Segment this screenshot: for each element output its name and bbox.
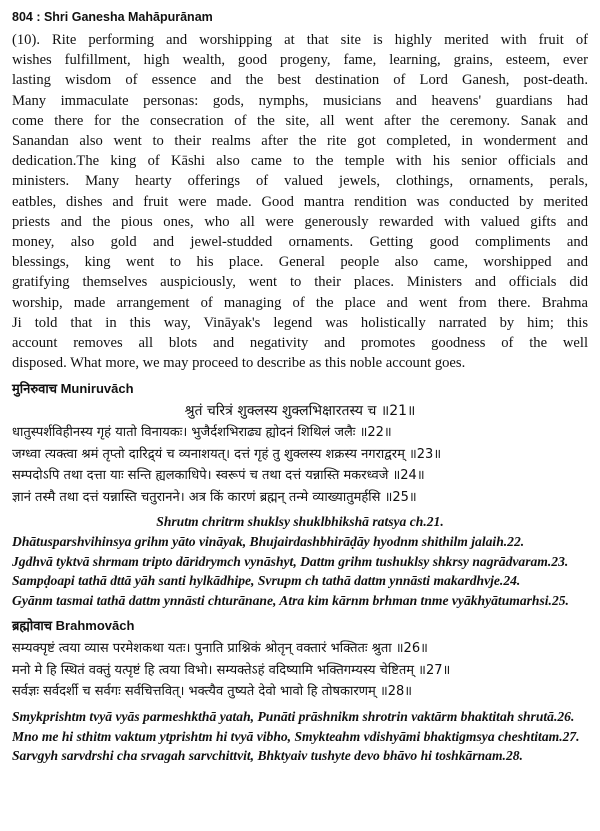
body-line: come there for the consecration of the site, all went after the ceremony. Sanak and (12, 112, 588, 129)
body-line: lasting wisdom of essence and the best destination of Lord Ganesh, post-death. (12, 72, 588, 89)
body-line: Ji told that in this way, Vināyak's legend was holistically narrated by him; this (12, 314, 588, 331)
transliteration-line: Sampḍoapi tathā dttā yāh santi hylkādhipe, Svrupm ch tathā dattm ynnāsti makardhvje.24. (12, 573, 521, 589)
verse-line: सम्पदोऽपि तथा दत्ता याः सन्ति ह्यलकाधिपे। स्वरूपं च तथा दत्तं यन्नास्ति मकरध्वजे ॥24॥ (12, 468, 425, 484)
running-header: 804 : Shri Ganesha Mahāpurānam (12, 10, 213, 24)
verse-line: सम्यक्पृष्टं त्वया व्यास परमेशकथा यतः। पुनाति प्राश्निकं श्रोतृन् वक्तारं भक्तितः श्रुता ॥26॥ (12, 641, 428, 657)
body-line: blessings, king went to his place. General people also came, worshipped and (12, 254, 588, 271)
verse-line: जग्ध्वा त्यक्त्वा श्रमं तृप्तो दारिद्र्यं च व्यनाशयत्। दत्तं गृहं तु शुक्लस्य शक्रस्य नगराद्वरम् ॥23॥ (12, 446, 442, 462)
transliteration-line: Gyānm tasmai tathā dattm ynnāsti chturānane, Atra kim kārnm brhman tnme vyākhyātumarhsi.25. (12, 592, 569, 608)
body-line: wishes fulfillment, high wealth, good progeny, fame, learning, grains, esteem, ever (12, 52, 588, 69)
transliteration-line: Dhātusparshvihinsya grihm yāto vināyak, Bhujairdashbhirāḍāy hyodnm shithilm jalaih.22. (12, 534, 525, 550)
body-paragraph (12, 30, 588, 373)
body-line: gratifying themselves auspiciously, went to their places. Ministers and officials did (12, 274, 588, 291)
transliteration-line: Mno me hi sthitm vaktum ytprishtm hi tvyā vibho, Smykteahm vdishyāmi bhaktigmsya cheshtitam.27. (12, 728, 580, 744)
transliteration-line: Smykprishtm tvyā vyās parmeshkthā yatah, Punāti prāshnikm shrotrin vaktārm bhaktitah shrutā.26. (12, 708, 575, 724)
body-line: Many immaculate personas: gods, nymphs, musicians and heavens' guardians had (12, 92, 588, 109)
section-heading-muniruvach: मुनिरुवाच Muniruvāch (12, 381, 134, 397)
body-line: ministers. Many hearty offerings of valued jewels, clothings, ornaments, perals, (12, 173, 588, 190)
transliteration-line: Jgdhvā tyktvā shrmam tripto dāridrymch vynāshyt, Dattm grihm tushuklsy shkrsy nagrādvaram.23. (12, 553, 569, 569)
body-line: (10). Rite performing and worshipping at that site is highly merited with fruit of (12, 32, 588, 48)
verse-line: ज्ञानं तस्मै तथा दत्तं यन्नास्ति चतुरानने। अत्र किं कारणं ब्रह्मन् तन्मे व्याख्यातुमर्हसि ॥25॥ (12, 489, 417, 505)
body-line: eatbles, dishes and fruit were made. Good mantra rendition was conducted by merited (12, 193, 588, 210)
verse-line: धातुस्पर्शविहीनस्य गृहं यातो विनायकः। भुजैर्दशभिराढ्य ह्योदनं शिथिलं जलैः ॥22॥ (12, 425, 392, 441)
body-line: worship, made arrangement of managing of the place and went from there. Brahma (12, 294, 588, 311)
body-line: Sanandan also went to their realms after the rite got completed, in wonderment and (12, 133, 588, 150)
verse-21: श्रुतं चरित्रं शुक्लस्य शुक्लभिक्षारतस्य च ॥21॥ (184, 403, 416, 420)
body-line: dedication.The king of Kāshi also came to the temple with his senior officials and (12, 153, 588, 170)
transliteration-line-21: Shrutm chritrm shuklsy shuklbhikshā ratsya ch.21. (156, 514, 444, 530)
body-line: account removes all blots and negativity and promotes goodness of the well (12, 335, 588, 352)
section-heading-brahmovach: ब्रह्मोवाच Brahmovāch (12, 618, 135, 634)
transliteration-block-1 (12, 512, 588, 610)
verse-block-1 (12, 422, 588, 508)
verse-line: मनो मे हि स्थितं वक्तुं यत्पृष्टं हि त्वया विभो। सम्यक्तेऽहं वदिष्यामि भक्तिगम्यस्य चेष्टितम् ॥27॥ (12, 662, 451, 678)
body-line: priests and the pious ones, who all were generously rewarded with valued gifts and (12, 213, 588, 230)
body-line: disposed. What more, we may proceed to describe as this noble account goes. (12, 355, 466, 372)
transliteration-block-2 (12, 707, 588, 766)
transliteration-line: Sarvgyh sarvdrshi cha srvagah sarvchittvit, Bhktyaiv tushyte devo bhāvo hi toshkārnam.28. (12, 748, 523, 764)
verse-line: सर्वज्ञः सर्वदर्शी च सर्वगः सर्वचित्तवित्। भक्त्यैव तुष्यते देवो भावो हि तोषकारणम् ॥28॥ (12, 684, 413, 700)
body-line: money, also gold and jewel-studded ornaments. Getting good compliments and (12, 234, 588, 251)
verse-block-2 (12, 638, 588, 703)
